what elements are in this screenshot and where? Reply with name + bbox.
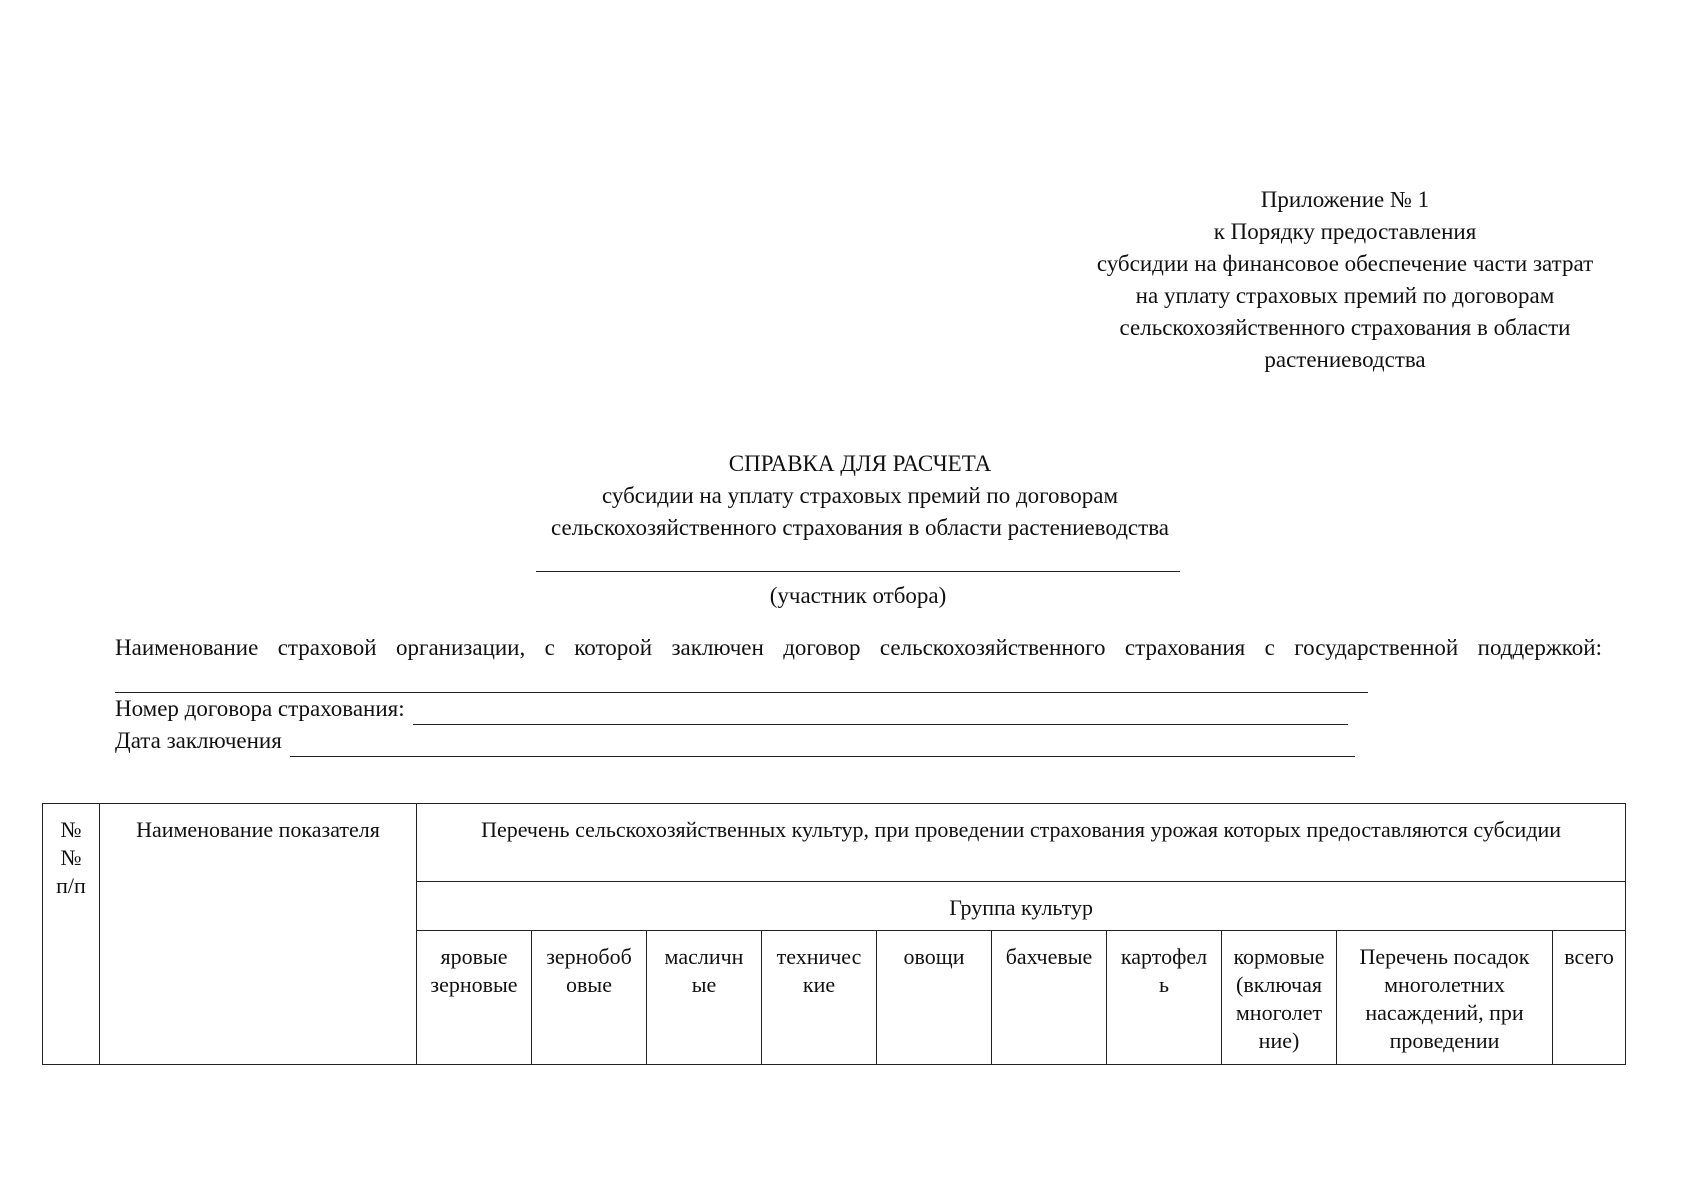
indicators-table — [42, 803, 1626, 1065]
column-header-text: зернобоб овые — [546, 944, 632, 997]
column-header-cell — [1553, 931, 1626, 1065]
participant-caption: (участник отбора) — [769, 583, 947, 608]
participant-blank-line[interactable] — [536, 571, 1180, 572]
date-label: Дата заключения — [115, 728, 282, 753]
column-header-cell — [1107, 931, 1222, 1065]
form-fields — [115, 632, 1602, 757]
num-header-text: № № п/п — [56, 817, 86, 898]
title-heading: СПРАВКА ДЛЯ РАСЧЕТА — [728, 451, 992, 476]
num-header — [43, 804, 100, 1065]
column-header-cell — [532, 931, 647, 1065]
title-subline: субсидии на уплату страховых премий по договорам — [601, 483, 1119, 508]
appendix-line: сельскохозяйственного страхования в области — [1119, 315, 1571, 340]
date-row — [115, 725, 1602, 757]
contract-number-label: Номер договора страхования: — [115, 696, 405, 721]
column-header-text: яровые зерновые — [430, 944, 518, 997]
column-header-cell — [1222, 931, 1337, 1065]
appendix-line: субсидии на финансовое обеспечение части затрат — [1096, 251, 1594, 276]
column-header-cell — [762, 931, 877, 1065]
appendix-line: на уплату страховых премий по договорам — [1135, 283, 1555, 308]
insurer-label: Наименование страховой организации, с которой заключен договор сельскохозяйственного страхования с государственной поддержкой: — [115, 635, 1602, 660]
column-header-text: бахчевые — [1005, 944, 1093, 969]
appendix-line: к Порядку предоставления — [1213, 219, 1477, 244]
title-subline: сельскохозяйственного страхования в области растениеводства — [551, 515, 1169, 540]
column-header-text: Перечень посадок многолетних насаждений, при проведении — [1359, 944, 1530, 1053]
group-header — [417, 882, 1626, 931]
column-header-text: всего — [1564, 944, 1614, 969]
column-header-cell — [647, 931, 762, 1065]
column-header-text: техничес кие — [776, 944, 862, 997]
group-header-text: Группа культур — [949, 895, 1093, 920]
column-header-text: кормовые (включая многолет ние) — [1233, 944, 1325, 1053]
date-blank-line[interactable] — [290, 730, 1355, 757]
column-header-cell — [877, 931, 992, 1065]
crops-list-header — [417, 804, 1626, 882]
column-header-cell — [992, 931, 1107, 1065]
column-header-text: масличн ые — [664, 944, 744, 997]
column-header-cell — [1337, 931, 1553, 1065]
insurer-blank-line[interactable] — [115, 664, 1368, 693]
column-header-text: овощи — [903, 944, 965, 969]
appendix-note — [1060, 184, 1630, 376]
column-header-cell — [417, 931, 532, 1065]
appendix-line: Приложение № 1 — [1260, 187, 1430, 212]
contract-number-row — [115, 693, 1602, 725]
document-title — [440, 448, 1280, 544]
column-header-text: картофел ь — [1120, 944, 1208, 997]
contract-number-blank-line[interactable] — [413, 698, 1348, 725]
crops-list-header-text: Перечень сельскохозяйственных культур, при проведении страхования урожая которых предоставляются субсидии — [481, 817, 1562, 842]
appendix-line: растениеводства — [1264, 347, 1426, 372]
indicator-header — [100, 804, 417, 1065]
indicator-header-text: Наименование показателя — [136, 817, 380, 842]
